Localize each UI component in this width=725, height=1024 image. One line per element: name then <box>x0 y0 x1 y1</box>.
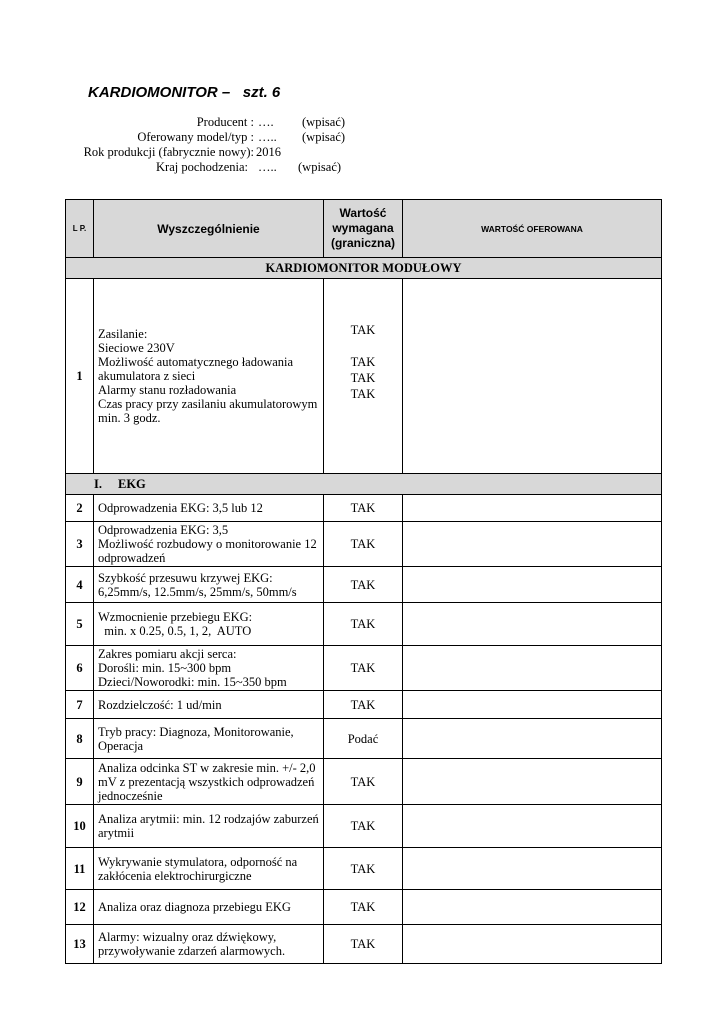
row-offered-value[interactable] <box>403 691 662 719</box>
spec-line: Dorośli: min. 15~300 bpm <box>98 661 232 675</box>
row-number: 7 <box>66 691 94 719</box>
spec-line: jednocześnie <box>98 788 163 803</box>
model-note: (wpisać) <box>302 130 346 144</box>
year-value: 2016 <box>256 145 281 159</box>
row-number: 4 <box>66 567 94 603</box>
spec-line: Wykrywanie stymulatora, odporność na <box>98 854 298 869</box>
subsection-row <box>66 474 662 495</box>
row-required: TAK <box>324 691 403 719</box>
table-header-row <box>66 200 662 258</box>
row-number: 8 <box>66 719 94 759</box>
spec-line: Alarmy stanu rozładowania <box>98 383 237 397</box>
row-spec <box>94 848 324 890</box>
row-number: 9 <box>66 759 94 805</box>
required-value: TAK <box>350 370 376 385</box>
info-country <box>0 160 725 175</box>
req-header-line2: wymagana <box>332 221 394 235</box>
row-number: 1 <box>66 279 94 474</box>
year-label: Rok produkcji (fabrycznie nowy): <box>83 145 254 159</box>
subsection-label: EKG <box>118 477 146 491</box>
spec-line: Zasilanie: <box>98 327 148 341</box>
spec-line: Tryb pracy: Diagnoza, Monitorowanie, <box>98 724 294 739</box>
row-spec <box>94 603 324 646</box>
spec-line: odprowadzeń <box>98 551 166 565</box>
spec-line: Odprowadzenia EKG: 3,5 <box>98 523 229 537</box>
row-number: 13 <box>66 925 94 964</box>
info-model <box>0 130 725 145</box>
model-label: Oferowany model/typ : <box>137 130 254 144</box>
spec-line: min. x 0.25, 0.5, 1, 2, AUTO <box>98 624 252 638</box>
row-offered-value[interactable] <box>403 646 662 691</box>
spec-line: Zakres pomiaru akcji serca: <box>98 647 237 661</box>
row-offered-value[interactable] <box>403 805 662 848</box>
row-number: 3 <box>66 522 94 567</box>
spec-line: Rozdzielczość: 1 ud/min <box>98 697 222 712</box>
spec-line: min. 3 godz. <box>98 411 161 425</box>
section-title: KARDIOMONITOR MODUŁOWY <box>66 258 662 279</box>
row-spec <box>94 279 324 474</box>
col-header-required <box>324 200 403 258</box>
row-offered-value[interactable] <box>403 522 662 567</box>
required-value: TAK <box>350 386 376 401</box>
spec-table <box>65 199 662 964</box>
spec-line: Możliwość automatycznego ładowania <box>98 355 294 369</box>
row-required: TAK <box>324 495 403 522</box>
row-spec <box>94 925 324 964</box>
spec-line: mV z prezentacją wszystkich odprowadzeń <box>98 774 315 789</box>
row-required: TAK <box>324 567 403 603</box>
subsection-title <box>66 474 662 495</box>
table-row <box>66 848 662 890</box>
row-number: 6 <box>66 646 94 691</box>
spec-line: 6,25mm/s, 12.5mm/s, 25mm/s, 50mm/s <box>98 584 297 599</box>
table-row <box>66 279 662 474</box>
required-value: TAK <box>350 354 376 369</box>
row-number: 2 <box>66 495 94 522</box>
country-note: (wpisać) <box>298 160 342 174</box>
info-producer <box>0 115 725 130</box>
table-row <box>66 603 662 646</box>
country-value: ….. <box>258 160 277 174</box>
row-offered-value[interactable] <box>403 759 662 805</box>
spec-line: Analiza odcinka ST w zakresie min. +/- 2,0 <box>98 760 316 775</box>
country-label: Kraj pochodzenia: <box>156 160 248 174</box>
req-header-line3: (graniczna) <box>330 236 395 250</box>
document-title: KARDIOMONITOR – szt. 6 <box>88 84 281 101</box>
col-header-lp: L P. <box>66 200 94 258</box>
row-required: TAK <box>324 805 403 848</box>
spec-line: Czas pracy przy zasilaniu akumulatorowym <box>98 397 318 411</box>
producer-value: …. <box>258 115 274 129</box>
row-number: 10 <box>66 805 94 848</box>
row-required: TAK <box>324 925 403 964</box>
model-value: ….. <box>258 130 277 144</box>
table-row <box>66 495 662 522</box>
row-number: 5 <box>66 603 94 646</box>
row-spec <box>94 646 324 691</box>
table-row <box>66 925 662 964</box>
row-required: TAK <box>324 759 403 805</box>
required-value: TAK <box>350 322 376 337</box>
table-row <box>66 890 662 925</box>
row-required: TAK <box>324 522 403 567</box>
row-required <box>324 279 403 474</box>
row-number: 12 <box>66 890 94 925</box>
row-spec <box>94 691 324 719</box>
row-offered-value[interactable] <box>403 719 662 759</box>
row-spec <box>94 719 324 759</box>
spec-line: Dzieci/Noworodki: min. 15~350 bpm <box>98 675 287 689</box>
row-required: TAK <box>324 603 403 646</box>
section-row <box>66 258 662 279</box>
spec-line: zakłócenia elektrochirurgiczne <box>98 868 252 883</box>
table-row <box>66 719 662 759</box>
spec-line: Operacja <box>98 738 144 753</box>
spec-line: Odprowadzenia EKG: 3,5 lub 12 <box>98 501 263 515</box>
spec-line: arytmii <box>98 826 135 840</box>
table-row <box>66 567 662 603</box>
row-spec <box>94 805 324 848</box>
table-row <box>66 759 662 805</box>
table-row <box>66 805 662 848</box>
row-required: TAK <box>324 646 403 691</box>
spec-line: akumulatora z sieci <box>98 369 196 383</box>
row-spec <box>94 890 324 925</box>
col-header-spec: Wyszczególnienie <box>94 200 324 258</box>
req-header-line1: Wartość <box>339 206 387 220</box>
row-required: TAK <box>324 890 403 925</box>
row-offered-value[interactable] <box>403 567 662 603</box>
row-spec <box>94 495 324 522</box>
spec-line: przywoływanie zdarzeń alarmowych. <box>98 944 286 958</box>
row-offered-value[interactable] <box>403 279 662 474</box>
row-required: Podać <box>324 719 403 759</box>
producer-label: Producent : <box>196 115 254 129</box>
row-spec <box>94 759 324 805</box>
info-year <box>0 145 725 160</box>
table-row <box>66 691 662 719</box>
producer-note: (wpisać) <box>302 115 346 129</box>
spec-line: Analiza arytmii: min. 12 rodzajów zaburzeń <box>98 812 319 826</box>
spec-line: Wzmocnienie przebiegu EKG: <box>98 610 253 624</box>
row-number: 11 <box>66 848 94 890</box>
spec-line: Analiza oraz diagnoza przebiegu EKG <box>98 900 291 914</box>
spec-line: Możliwość rozbudowy o monitorowanie 12 <box>98 537 317 551</box>
row-offered-value[interactable] <box>403 848 662 890</box>
row-offered-value[interactable] <box>403 603 662 646</box>
row-required: TAK <box>324 848 403 890</box>
col-header-offered: WARTOŚĆ OFEROWANA <box>403 200 662 258</box>
row-offered-value[interactable] <box>403 495 662 522</box>
row-spec <box>94 522 324 567</box>
row-offered-value[interactable] <box>403 925 662 964</box>
spec-line: Sieciowe 230V <box>98 341 175 355</box>
subsection-number: I. <box>94 477 102 491</box>
row-offered-value[interactable] <box>403 890 662 925</box>
row-spec <box>94 567 324 603</box>
table-row <box>66 522 662 567</box>
spec-line: Alarmy: wizualny oraz dźwiękowy, <box>98 930 277 944</box>
spec-line: Szybkość przesuwu krzywej EKG: <box>98 570 273 585</box>
table-row <box>66 646 662 691</box>
